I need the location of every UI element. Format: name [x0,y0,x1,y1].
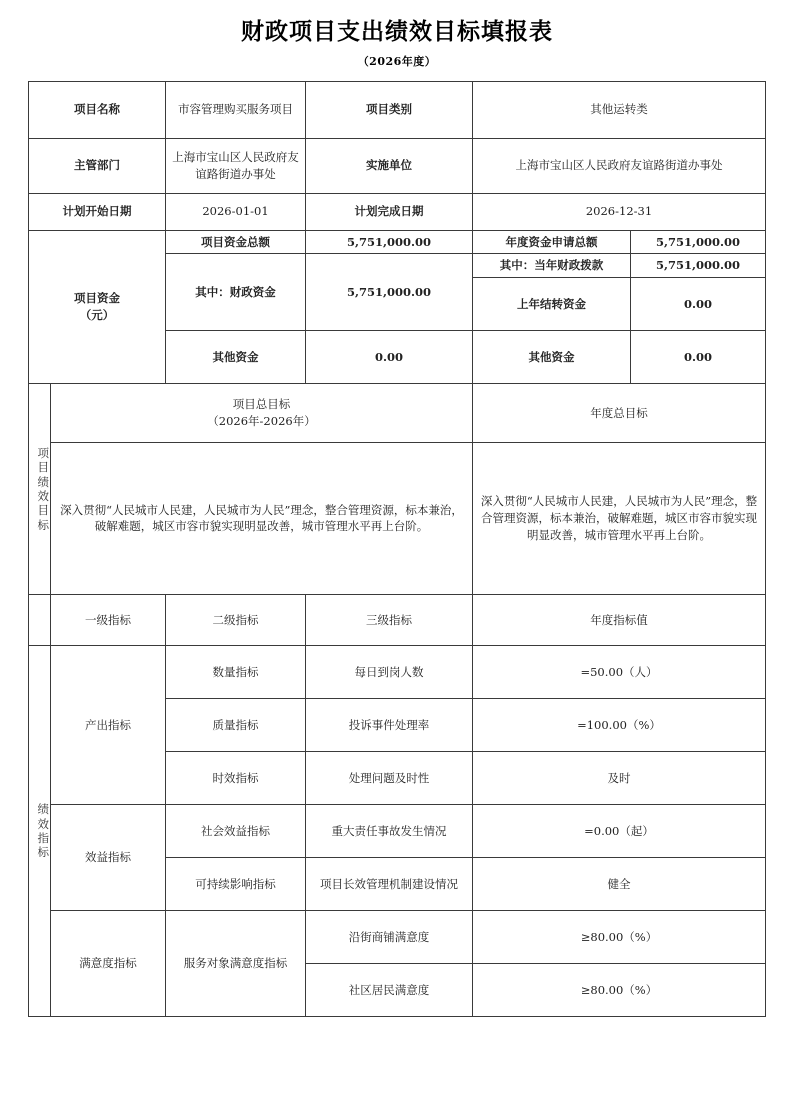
supervising-dept-value: 上海市宝山区人民政府友谊路街道办事处 [166,138,306,193]
indicators-col-level1: 一级指标 [51,594,166,645]
plan-end-value: 2026-12-31 [473,193,766,230]
goals-section-label-text: 项目绩效目标 [37,445,49,532]
funds-fiscal-label: 其中：财政资金 [166,254,306,331]
project-category-value: 其他运转类 [473,81,766,138]
indicator-level2: 社会效益指标 [166,804,306,857]
plan-start-value: 2026-01-01 [166,193,306,230]
project-category-label: 项目类别 [306,81,473,138]
funds-section-label-line2: （元） [79,307,115,322]
funds-total-value: 5,751,000.00 [306,230,473,254]
table-row-funds-total [29,230,766,254]
annual-goal-header: 年度总目标 [473,383,766,442]
indicators-col-level2: 二级指标 [166,594,306,645]
indicator-level3: 投诉事件处理率 [306,698,473,751]
page-title: 财政项目支出绩效目标填报表 [241,18,553,45]
funds-annual-apply-value: 5,751,000.00 [631,230,766,254]
implementing-unit-label: 实施单位 [306,138,473,193]
overall-goal-header-line2: （2026年-2026年） [207,413,316,428]
table-row-goals-body [29,442,766,594]
indicator-level2-merged: 服务对象满意度指标 [166,910,306,1016]
indicators-section-label [29,645,51,1016]
indicators-col-level3: 三级指标 [306,594,473,645]
funds-carryover-label: 上年结转资金 [473,277,631,330]
plan-start-label: 计划开始日期 [29,193,166,230]
funds-current-appropriation-label: 其中：当年财政拨款 [473,254,631,278]
table-row-indicator [29,645,766,698]
table-row-departments [29,138,766,193]
funds-fiscal-value: 5,751,000.00 [306,254,473,331]
indicator-level3: 社区居民满意度 [306,963,473,1016]
indicator-value: =50.00（人） [473,645,766,698]
indicator-level2: 质量指标 [166,698,306,751]
indicator-value: ≥80.00（%） [473,963,766,1016]
funds-current-appropriation-value: 5,751,000.00 [631,254,766,278]
indicators-section-label-text: 绩效指标 [37,802,49,860]
indicator-level3: 每日到岗人数 [306,645,473,698]
indicator-value: ≥80.00（%） [473,910,766,963]
indicator-level1-output: 产出指标 [51,645,166,804]
funds-other-value: 0.00 [306,330,473,383]
project-name-value: 市容管理购买服务项目 [166,81,306,138]
table-row-dates [29,193,766,230]
project-name-label: 项目名称 [29,81,166,138]
funds-section-label-line1: 项目资金 [74,291,120,306]
plan-end-label: 计划完成日期 [306,193,473,230]
indicator-level3: 项目长效管理机制建设情况 [306,857,473,910]
title-block [0,0,794,69]
indicators-col-annual-value: 年度指标值 [473,594,766,645]
indicator-value: 健全 [473,857,766,910]
table-row-indicator [29,910,766,963]
supervising-dept-label: 主管部门 [29,138,166,193]
funds-other-label-right: 其他资金 [473,330,631,383]
overall-goal-header [51,383,473,442]
indicator-level3: 沿街商铺满意度 [306,910,473,963]
implementing-unit-value: 上海市宝山区人民政府友谊路街道办事处 [473,138,766,193]
indicator-level1-benefit: 效益指标 [51,804,166,910]
goals-section-label [29,383,51,594]
funds-other-value-right: 0.00 [631,330,766,383]
indicator-value: =0.00（起） [473,804,766,857]
indicator-level3: 重大责任事故发生情况 [306,804,473,857]
indicator-value: =100.00（%） [473,698,766,751]
indicators-header-spacer [29,594,51,645]
table-row-indicator [29,804,766,857]
funds-other-label: 其他资金 [166,330,306,383]
annual-goal-text: 深入贯彻“人民城市人民建，人民城市为人民”理念，整合管理资源，标本兼治，破解难题，城区市容市貌实现明显改善，城市管理水平再上台阶。 [473,442,766,594]
indicator-level1-satisfaction: 满意度指标 [51,910,166,1016]
funds-annual-apply-label: 年度资金申请总额 [473,230,631,254]
page-subtitle: （2026年度） [357,54,437,68]
table-row-goals-header [29,383,766,442]
overall-goal-header-line1: 项目总目标 [232,397,291,412]
table-row-indicators-header [29,594,766,645]
indicator-level2: 数量指标 [166,645,306,698]
indicator-level2: 时效指标 [166,751,306,804]
funds-total-label: 项目资金总额 [166,230,306,254]
overall-goal-text: 深入贯彻“人民城市人民建，人民城市为人民”理念，整合管理资源，标本兼治，破解难题，城区市容市貌实现明显改善，城市管理水平再上台阶。 [51,442,473,594]
indicator-level2: 可持续影响指标 [166,857,306,910]
indicator-level3: 处理问题及时性 [306,751,473,804]
funds-carryover-value: 0.00 [631,277,766,330]
performance-target-form [28,81,766,1017]
funds-section-label [29,230,166,383]
indicator-value: 及时 [473,751,766,804]
table-row-project-name [29,81,766,138]
